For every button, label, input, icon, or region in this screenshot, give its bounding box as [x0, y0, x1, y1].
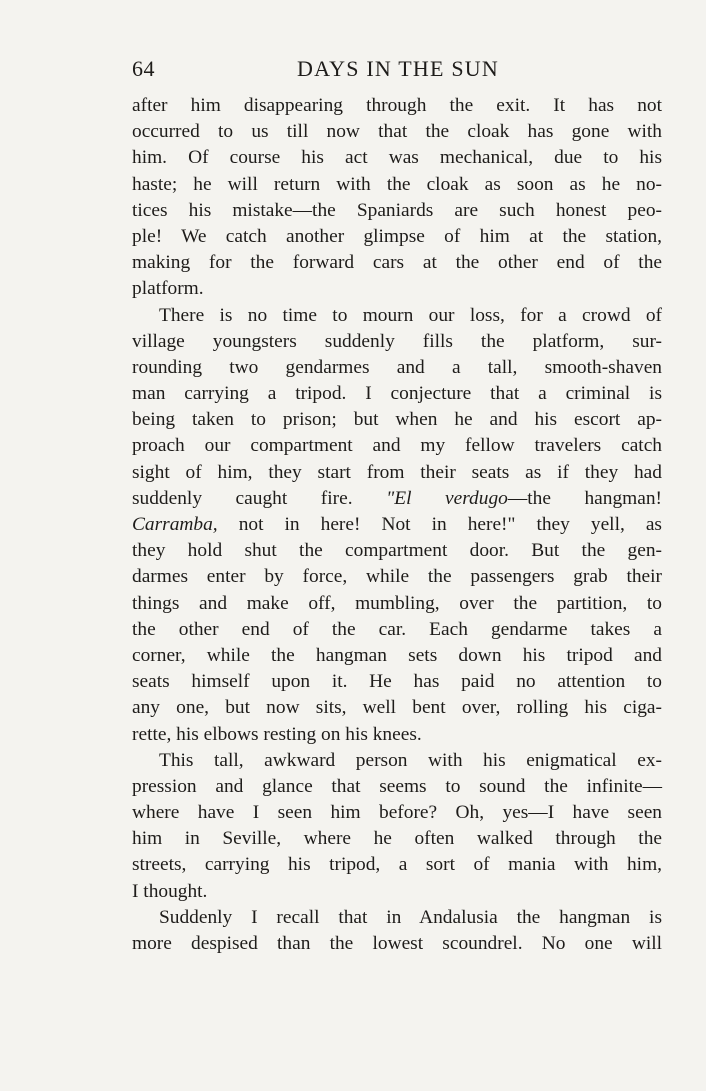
text-line: ple! We catch another glimpse of him at the station, — [132, 225, 662, 247]
text-line: village youngsters suddenly fills the platform, sur- — [132, 330, 662, 352]
running-title: DAYS IN THE SUN — [297, 56, 499, 81]
text-segment: — — [507, 487, 528, 509]
italic-phrase: Carramba, — [132, 514, 218, 535]
text-line — [132, 486, 662, 512]
text-segment: the hangman! — [527, 487, 662, 509]
text-line: rounding two gendarmes and a tall, smooth-shaven — [132, 356, 662, 378]
text-line: I thought. — [132, 880, 208, 902]
text-segment: not in here! Not in here!" they yell, as — [238, 514, 662, 535]
text-line: darmes enter by force, while the passengers grab their — [132, 566, 662, 588]
text-line: pression and glance that seems to sound the infinite— — [132, 775, 662, 797]
text-line: tices his mistake—the Spaniards are such honest peo- — [132, 199, 662, 221]
text-line: any one, but now sits, well bent over, rolling his ciga- — [132, 697, 662, 719]
page-header — [132, 56, 664, 86]
text-line: corner, while the hangman sets down his tripod and — [132, 644, 662, 666]
text-segment: suddenly caught fire. — [132, 487, 353, 509]
text-line: him. Of course his act was mechanical, due to his — [132, 147, 662, 169]
text-line: after him disappearing through the exit. It has not — [132, 95, 662, 116]
text-line: haste; he will return with the cloak as soon as he no- — [132, 173, 662, 195]
text-line: him in Seville, where he often walked through the — [132, 828, 662, 850]
text-line: sight of him, they start from their seats as if they had — [132, 461, 662, 483]
text-line: seats himself upon it. He has paid no attention to — [132, 671, 662, 693]
text-line: occurred to us till now that the cloak has gone with — [132, 121, 662, 143]
text-line: making for the forward cars at the other end of the — [132, 252, 662, 274]
text-line: streets, carrying his tripod, a sort of mania with him, — [132, 854, 662, 876]
text-line: This tall, awkward person with his enigmatical ex- — [159, 749, 662, 771]
text-line: Suddenly I recall that in Andalusia the hangman is — [159, 906, 662, 928]
text-line: rette, his elbows resting on his knees. — [132, 723, 422, 745]
text-line: they hold shut the compartment door. But the gen- — [132, 540, 662, 562]
text-line: man carrying a tripod. I conjecture that a criminal is — [132, 383, 662, 405]
text-line: more despised than the lowest scoundrel. No one will — [132, 933, 662, 954]
text-line: being taken to prison; but when he and his escort ap- — [132, 409, 662, 431]
text-line: There is no time to mourn our loss, for a crowd of — [159, 304, 662, 326]
text-line: things and make off, mumbling, over the partition, to — [132, 592, 662, 614]
text-line: platform. — [132, 278, 204, 300]
text-line: where have I seen him before? Oh, yes—I have seen — [132, 802, 662, 824]
text-line: proach our compartment and my fellow travelers catch — [132, 435, 662, 457]
page-number: 64 — [132, 56, 155, 81]
body-text — [132, 93, 662, 957]
text-line: the other end of the car. Each gendarme takes a — [132, 618, 662, 640]
italic-phrase: "El verdugo — [386, 487, 508, 509]
text-line — [132, 512, 662, 538]
